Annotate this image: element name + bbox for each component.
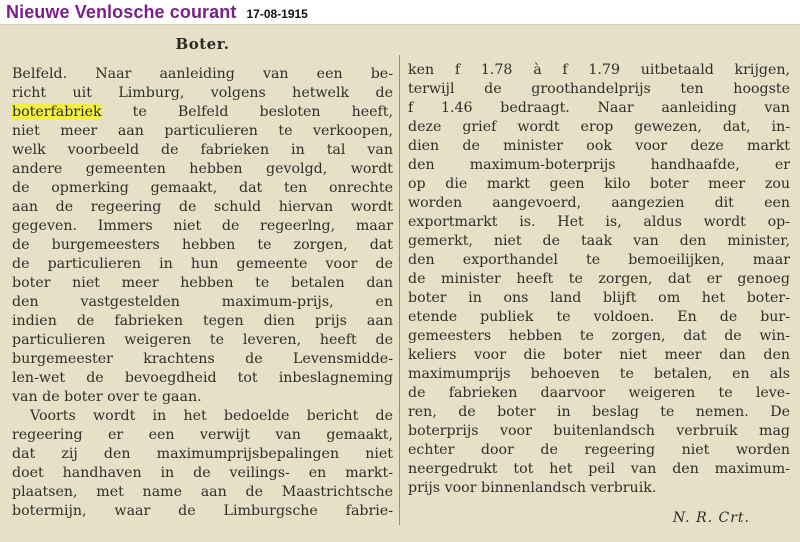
text-line: dat zij den maximumprijsbepalingen niet	[12, 446, 393, 462]
text-line: de opmerking gemaakt, dat ten onrechte	[12, 180, 393, 196]
text-line: aan de regeering de schuld hiervan wordt	[12, 199, 393, 215]
text-line: boterprijs voor buitenlandsch verbruik mag	[408, 423, 790, 439]
text-line: gemeesters hebben te zorgen, dat de win-	[408, 328, 790, 344]
text-line: ren, de boter in beslag te nemen. De	[408, 404, 790, 420]
text-line: len-wet de bevoegdheid tot inbeslagneming	[12, 370, 393, 386]
text-line: Belfeld. Naar aanleiding van een be-	[12, 66, 393, 82]
text-line: de burgemeesters hebben te zorgen, dat	[12, 237, 393, 253]
text-line: Voorts wordt in het bedoelde bericht de	[30, 408, 393, 424]
text-line: f 1.46 bedraagt. Naar aanleiding van	[408, 100, 790, 116]
text-line: den exporthandel te bemoeilijken, maar	[408, 252, 790, 268]
text-line: prijs voor binnenlandsch verbruik.	[408, 480, 657, 496]
text-line: dien de minister ook voor deze markt	[408, 138, 790, 154]
newspaper-title: Nieuwe Venlosche courant	[6, 2, 237, 22]
text-line: neergedrukt tot het peil van den maximum-	[408, 461, 790, 477]
text-line: echter door de regeering niet worden	[408, 442, 790, 458]
text-line: den vastgestelden maximum-prijs, en	[12, 294, 393, 310]
newspaper-clipping	[0, 24, 800, 542]
text-line: keliers voor die boter niet meer dan den	[408, 347, 790, 363]
text-line: botermijn, waar de Limburgsche fabrie-	[12, 503, 393, 519]
text-line: plaatsen, met name aan de Maastrichtsche	[12, 484, 393, 500]
text-line: de particulieren in hun gemeente voor de	[12, 256, 393, 272]
publication-date: 17-08-1915	[246, 7, 308, 21]
text-line: worden aangevoerd, aangezien dit een	[408, 195, 790, 211]
text-line: boter niet meer hebben te betalen dan	[12, 275, 393, 291]
text-line: de fabrieken daarvoor weigeren te leve-	[408, 385, 790, 401]
text-line: niet meer aan particulieren te verkoopen,	[12, 123, 393, 139]
column-divider	[399, 55, 400, 525]
text-line: deze grief wordt erop gewezen, dat, in-	[408, 119, 790, 135]
text-line: exportmarkt is. Het is, aldus wordt op-	[408, 214, 790, 230]
text-line	[12, 103, 393, 122]
text-line: welk voorbeeld de fabrieken in tal van	[12, 142, 393, 158]
text-line: burgemeester krachtens de Levensmidde-	[12, 351, 393, 367]
article-signature: N. R. Crt.	[672, 510, 750, 526]
article-heading: Boter.	[175, 35, 230, 53]
text-line: de minister heeft te zorgen, dat er genoeg	[408, 271, 790, 287]
text-line: ken f 1.78 à f 1.79 uitbetaald krijgen,	[408, 62, 790, 78]
text-line: particulieren weigeren te leveren, heeft de	[12, 332, 393, 348]
text-line: van de boter over te gaan.	[12, 389, 202, 405]
text-line: regeering er een verwijt van gemaakt,	[12, 427, 393, 443]
text-line: maximumprijs behoeven te betalen, en als	[408, 366, 790, 382]
text-line: boter in ons land blijft om het boter-	[408, 290, 790, 306]
text-line: andere gemeenten hebben gevolgd, wordt	[12, 161, 393, 177]
highlighted-search-term: boterfabriek	[12, 104, 102, 120]
article-column-left	[12, 25, 393, 542]
text-fragment: te Belfeld besloten heeft,	[132, 104, 394, 120]
text-line: gemerkt, niet de taak van den minister,	[408, 233, 790, 249]
text-line: richt uit Limburg, volgens hetwelk de	[12, 85, 393, 101]
clipping-header	[0, 0, 800, 24]
text-line: gegeven. Immers niet de regeerlng, maar	[12, 218, 393, 234]
text-line: op die markt geen kilo boter meer zou	[408, 176, 790, 192]
text-line: den maximum-boterprijs handhaafde, er	[408, 157, 790, 173]
article-column-right	[408, 25, 790, 542]
text-line: doet handhaven in de veilings- en markt-	[12, 465, 393, 481]
text-line: etende publiek te voldoen. En de bur-	[408, 309, 790, 325]
text-line: indien de fabrieken tegen dien prijs aan	[12, 313, 393, 329]
text-line: terwijl de groothandelprijs ten hoogste	[408, 81, 790, 97]
